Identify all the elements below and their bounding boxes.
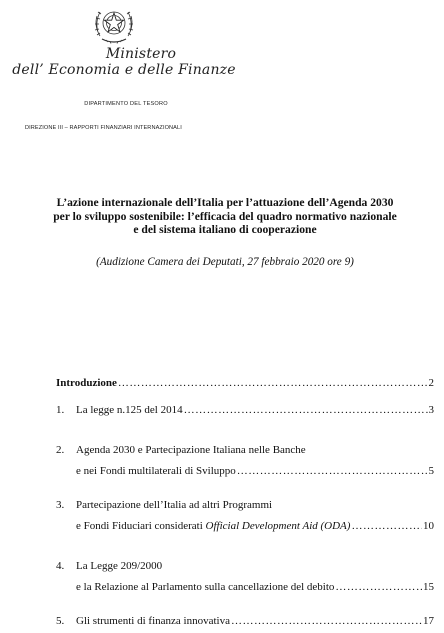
- toc-page-number: 2: [428, 377, 434, 389]
- toc-leader-dots: [335, 580, 422, 594]
- department-label: DIPARTIMENTO DEL TESORO: [84, 101, 168, 107]
- toc-entry-number: 3.: [56, 499, 65, 511]
- toc-entry-1[interactable]: [56, 403, 434, 417]
- toc-entry-number: 4.: [56, 560, 65, 572]
- toc-page-number: 5: [428, 465, 434, 477]
- toc-entry-label: Gli strumenti di finanza innovativa: [76, 615, 230, 627]
- toc-entry-label-line-1: Partecipazione dell’Italia ad altri Programmi: [76, 499, 273, 511]
- toc-entry-5[interactable]: [56, 614, 434, 628]
- document-subtitle: (Audizione Camera dei Deputati, 27 febbraio 2020 ore 9): [96, 256, 354, 268]
- directorate-label: DIREZIONE III – RAPPORTI FINANZIARI INTERNAZIONALI: [25, 125, 182, 131]
- toc-entry-label-line-2: [76, 519, 350, 533]
- toc-entry-label-italic: Official Development Aid (ODA): [205, 520, 351, 532]
- toc-leader-dots: [237, 464, 428, 478]
- italian-republic-emblem-icon: [92, 2, 136, 46]
- toc-entry-label-line-2: e la Relazione al Parlamento sulla cancellazione del debito: [76, 581, 335, 593]
- toc-entry-label-line-1: Agenda 2030 e Partecipazione Italiana nelle Banche: [76, 444, 306, 456]
- toc-entry-number: 2.: [56, 444, 65, 456]
- document-title: L’azione internazionale dell’Italia per l’attuazione dell’Agenda 2030 per lo sviluppo sostenibile: l’efficacia del quadro normativo nazionale e del sistema italiano di cooperazione: [53, 196, 397, 237]
- toc-leader-dots: [231, 614, 422, 628]
- toc-page-number: 3: [428, 404, 434, 416]
- toc-entry-label-plain: e Fondi Fiduciari considerati: [76, 520, 206, 532]
- toc-entry-label-line-2: e nei Fondi multilaterali di Sviluppo: [76, 465, 236, 477]
- ministry-line-1: Ministero: [105, 46, 177, 62]
- toc-entry-4[interactable]: [56, 559, 434, 594]
- toc-entry-label: La legge n.125 del 2014: [76, 404, 183, 416]
- toc-entry-2[interactable]: [56, 443, 434, 478]
- toc-leader-dots: [184, 403, 428, 417]
- toc-page-number: 10: [423, 520, 434, 532]
- toc-entry-intro[interactable]: [56, 376, 434, 390]
- toc-page-number: 17: [423, 615, 434, 627]
- toc-entry-label-line-1: La Legge 209/2000: [76, 560, 163, 572]
- toc-page-number: 15: [423, 581, 434, 593]
- ministry-name: [0, 46, 240, 78]
- ministry-line-2: dell’ Economia e delle Finanze: [12, 62, 236, 78]
- toc-leader-dots: [118, 376, 428, 390]
- toc-leader-dots: [351, 519, 422, 533]
- toc-entry-label: Introduzione: [56, 377, 117, 389]
- toc-entry-number: 1.: [56, 404, 65, 416]
- toc-entry-3[interactable]: [56, 498, 434, 533]
- toc-entry-number: 5.: [56, 615, 65, 627]
